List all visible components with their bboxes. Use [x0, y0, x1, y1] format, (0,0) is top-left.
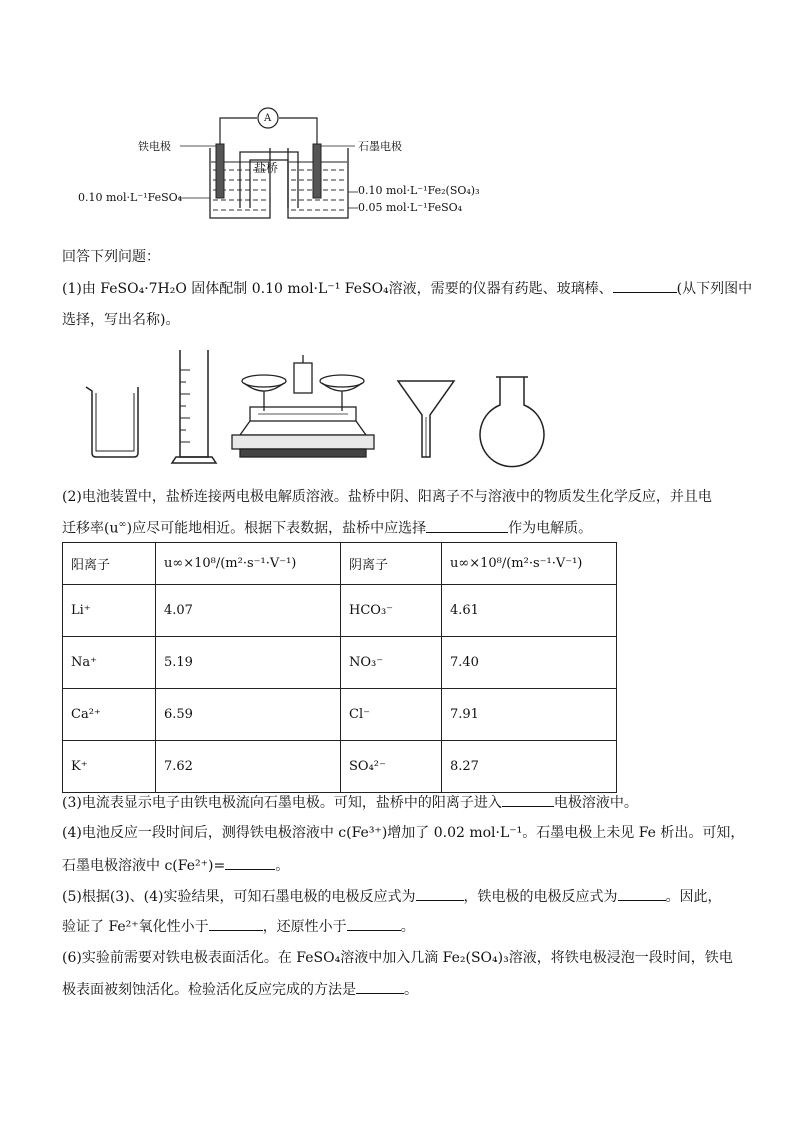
cell-cation-value: 5.19 [156, 637, 341, 689]
q4-text-b: 石墨电极溶液中 c(Fe²⁺)= [62, 858, 226, 874]
cell-anion-value: 8.27 [442, 741, 617, 793]
q5-answer-blank-3[interactable] [209, 916, 263, 931]
q1-answer-blank[interactable] [613, 278, 677, 293]
question-1-line2: 选择，写出名称)。 [62, 312, 180, 328]
table-row [63, 741, 617, 793]
q5-answer-blank-1[interactable] [416, 886, 464, 901]
ion-mobility-table [62, 542, 617, 793]
question-2-line1: (2)电池装置中，盐桥连接两电极电解质溶液。盐桥中阴、阳离子不与溶液中的物质发生化学反应，并且电 [62, 489, 712, 505]
q2-answer-blank[interactable] [426, 518, 508, 533]
left-solution-label: 0.10 mol·L⁻¹FeSO₄ [78, 191, 183, 204]
header-cation: 阳离子 [63, 543, 156, 585]
cell-cation: Li⁺ [63, 585, 156, 637]
salt-bridge-label: 盐桥 [254, 161, 279, 175]
intro-text: 回答下列问题： [62, 249, 160, 265]
iron-electrode [216, 144, 224, 198]
q5-answer-blank-2[interactable] [618, 886, 666, 901]
cell-anion: SO₄²⁻ [341, 741, 442, 793]
cell-anion: NO₃⁻ [341, 637, 442, 689]
q2-text-b: )应尽可能地相近。根据下表数据，盐桥中应选择 [126, 520, 427, 537]
q2-text-a: 迁移率(u [62, 520, 119, 537]
header-anion-mobility: u∞×10⁸/(m²·s⁻¹·V⁻¹) [442, 543, 617, 585]
cell-cation: Na⁺ [63, 637, 156, 689]
q6-answer-blank[interactable] [356, 979, 404, 994]
question-1-line1 [62, 278, 752, 299]
cell-cation-value: 4.07 [156, 585, 341, 637]
q2-text-c: 作为电解质。 [508, 520, 593, 537]
question-5-line1 [62, 886, 722, 907]
q5-text-e: ，还原性小于 [262, 919, 347, 935]
graphite-electrode [313, 144, 321, 198]
q3-text-b: 电极溶液中。 [553, 795, 638, 811]
funnel-icon [398, 381, 454, 457]
table-row [63, 585, 617, 637]
q4-answer-blank[interactable] [225, 855, 275, 870]
cell-cation: Ca²⁺ [63, 689, 156, 741]
graduated-cylinder-icon [172, 350, 216, 463]
q3-text-a: (3)电流表显示电子由铁电极流向石墨电极。可知，盐桥中的阳离子进入 [62, 795, 502, 811]
cell-cation: K⁺ [63, 741, 156, 793]
cell-anion: Cl⁻ [341, 689, 442, 741]
table-header-row [63, 543, 617, 585]
q5-answer-blank-4[interactable] [347, 916, 401, 931]
cell-anion-value: 7.91 [442, 689, 617, 741]
q5-text-b: ，铁电极的电极反应式为 [463, 889, 618, 905]
table-row [63, 637, 617, 689]
cell-cation-value: 6.59 [156, 689, 341, 741]
table-row [63, 689, 617, 741]
ammeter-label: A [264, 113, 272, 124]
q5-text-d: 验证了 Fe²⁺氧化性小于 [62, 919, 209, 935]
q6-text-b: 极表面被刻蚀活化。检验活化反应完成的方法是 [62, 982, 356, 998]
question-2-line2 [62, 515, 592, 539]
balance-icon [232, 355, 374, 457]
header-cation-mobility: u∞×10⁸/(m²·s⁻¹·V⁻¹) [156, 543, 341, 585]
cell-cation-value: 7.62 [156, 741, 341, 793]
right-solution-label-1: 0.10 mol·L⁻¹Fe₂(SO₄)₃ [358, 184, 480, 197]
question-5-line2 [62, 916, 415, 937]
q2-sup: ∞ [118, 519, 127, 530]
question-6-line2 [62, 979, 418, 1000]
q1-text-b: (从下列图中 [676, 281, 753, 297]
question-6-line1: (6)实验前需要对铁电极表面活化。在 FeSO₄溶液中加入几滴 Fe₂(SO₄)₃溶液，将铁电极浸泡一段时间，铁电 [62, 950, 733, 966]
q1-text-a: (1)由 FeSO₄·7H₂O 固体配制 0.10 mol·L⁻¹ FeSO₄溶液，需要的仪器有药匙、玻璃棒、 [62, 281, 613, 297]
q5-text-a: (5)根据(3)、(4)实验结果，可知石墨电极的电极反应式为 [62, 889, 416, 905]
question-4-line2 [62, 855, 289, 876]
cell-anion-value: 4.61 [442, 585, 617, 637]
question-3 [62, 792, 638, 813]
iron-electrode-label: 铁电极 [138, 140, 171, 153]
q3-answer-blank[interactable] [502, 792, 554, 807]
header-anion: 阴离子 [341, 543, 442, 585]
q5-text-c: 。因此， [665, 889, 722, 905]
question-4-line1: (4)电池反应一段时间后，测得铁电极溶液中 c(Fe³⁺)增加了 0.02 mol·L⁻¹。石墨电极上未见 Fe 析出。可知， [62, 825, 745, 841]
instrument-row [80, 345, 560, 470]
round-flask-icon [480, 377, 544, 467]
right-solution-label-2: 0.05 mol·L⁻¹FeSO₄ [358, 201, 463, 214]
cell-anion: HCO₃⁻ [341, 585, 442, 637]
graphite-electrode-label: 石墨电极 [358, 140, 402, 153]
q5-text-f: 。 [400, 919, 415, 935]
beaker-icon [86, 387, 138, 457]
q4-text-c: 。 [275, 858, 290, 874]
cell-anion-value: 7.40 [442, 637, 617, 689]
q6-text-c: 。 [404, 982, 418, 998]
